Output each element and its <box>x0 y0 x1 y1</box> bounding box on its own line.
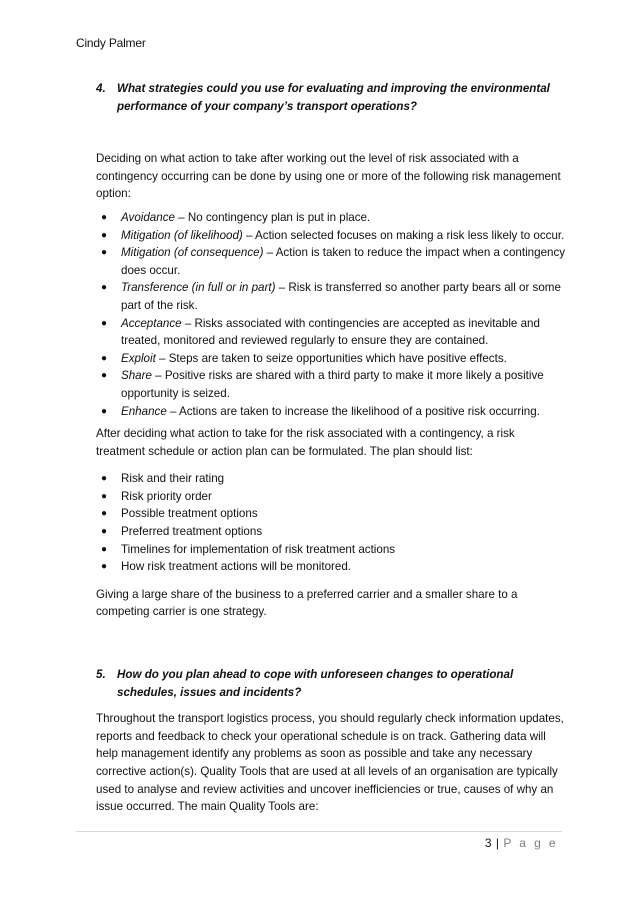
option-term: Mitigation (of consequence) <box>121 246 264 260</box>
plan-item-text: Risk and their rating <box>121 472 225 486</box>
page-label: P a g e <box>503 836 558 850</box>
bullet-icon: ● <box>101 317 108 329</box>
risk-options-list <box>96 209 566 420</box>
list-item <box>96 350 566 368</box>
question-4-heading <box>96 80 566 115</box>
closing-paragraph: Giving a large share of the business to a preferred carrier and a smaller share to a competing carrier is one strategy. <box>96 587 518 619</box>
option-term: Acceptance <box>121 316 182 330</box>
option-desc: – Action is taken to reduce the impact when a contingency does occur. <box>121 246 566 277</box>
bullet-icon: ● <box>101 561 108 573</box>
page-content <box>96 80 566 816</box>
running-header: Cindy Palmer <box>76 36 146 50</box>
page-separator: | <box>495 836 500 850</box>
option-desc: – No contingency plan is put in place. <box>174 210 371 224</box>
question-text: How do you plan ahead to cope with unforeseen changes to operational schedules, issues and incidents? <box>117 668 514 699</box>
option-term: Exploit <box>121 351 156 365</box>
bullet-icon: ● <box>101 247 108 259</box>
question-number: 4. <box>96 82 106 95</box>
list-item <box>96 367 566 402</box>
option-desc: – Steps are taken to seize opportunities which have positive effects. <box>155 351 507 365</box>
list-item <box>96 315 566 350</box>
plan-item-text: How risk treatment actions will be monitored. <box>121 560 352 574</box>
plan-item-text: Preferred treatment options <box>121 525 263 539</box>
list-item <box>96 403 566 421</box>
bullet-icon: ● <box>101 352 108 364</box>
option-desc: – Action selected focuses on making a risk less likely to occur. <box>242 228 565 242</box>
plan-item-text: Possible treatment options <box>121 507 258 521</box>
list-item <box>96 505 566 523</box>
page-footer <box>485 836 558 850</box>
list-item <box>96 523 566 541</box>
page-number: 3 <box>484 836 493 850</box>
list-item <box>96 558 566 576</box>
bullet-icon: ● <box>101 229 108 241</box>
bullet-icon: ● <box>101 473 108 485</box>
plan-intro-paragraph: After deciding what action to take for the risk associated with a contingency, a risk treatment schedule or action plan can be formulated. The plan should list: <box>96 427 515 458</box>
option-term: Share <box>121 369 152 383</box>
plan-items-list <box>96 470 566 576</box>
risk-intro-paragraph: Deciding on what action to take after working out the level of risk associated with a contingency occurring can be done by using one or more of the following risk management option: <box>96 152 561 201</box>
bullet-icon: ● <box>101 526 108 538</box>
list-item <box>96 488 566 506</box>
option-term: Enhance <box>121 404 167 418</box>
question-text: What strategies could you use for evaluating and improving the environmental performance of your company’s transport operations? <box>117 82 550 113</box>
plan-item-text: Risk priority order <box>121 489 212 503</box>
question-number: 5. <box>96 668 106 682</box>
option-desc: – Risks associated with contingencies are accepted as inevitable and treated, monitored and reviewed regularly to ensure they are contained. <box>121 316 540 348</box>
list-item <box>96 244 566 279</box>
list-item <box>96 541 566 559</box>
bullet-icon: ● <box>101 370 108 382</box>
option-term: Transference (in full or in part) <box>121 281 276 295</box>
list-item <box>96 279 566 314</box>
option-desc: – Positive risks are shared with a third party to make it more likely a positive opportunity is seized. <box>121 369 544 400</box>
bullet-icon: ● <box>101 490 108 502</box>
bullet-icon: ● <box>101 508 108 520</box>
bullet-icon: ● <box>101 405 108 417</box>
option-term: Mitigation (of likelihood) <box>121 228 243 242</box>
bullet-icon: ● <box>101 282 108 294</box>
quality-tools-paragraph: Throughout the transport logistics process, you should regularly check information updates, reports and feedback to check your operational schedule is on track. Gathering data will help management identify any problems as soon as possible and take any necessary corrective action(s). Quality Tools that are used at all levels of an organisation are typically used to analyse and review activities and uncover inefficiencies or true, causes of why an issue occurred. The main Quality Tools are: <box>96 712 564 814</box>
plan-item-text: Timelines for implementation of risk treatment actions <box>121 542 396 556</box>
question-5-heading <box>96 666 566 701</box>
option-term: Avoidance <box>121 210 175 224</box>
list-item <box>96 470 566 488</box>
bullet-icon: ● <box>101 211 108 223</box>
list-item <box>96 227 566 245</box>
option-desc: – Risk is transferred so another party bears all or some part of the risk. <box>121 281 561 312</box>
option-desc: – Actions are taken to increase the likelihood of a positive risk occurring. <box>166 404 540 418</box>
footer-divider <box>76 831 562 832</box>
bullet-icon: ● <box>101 543 108 555</box>
list-item <box>96 209 566 227</box>
